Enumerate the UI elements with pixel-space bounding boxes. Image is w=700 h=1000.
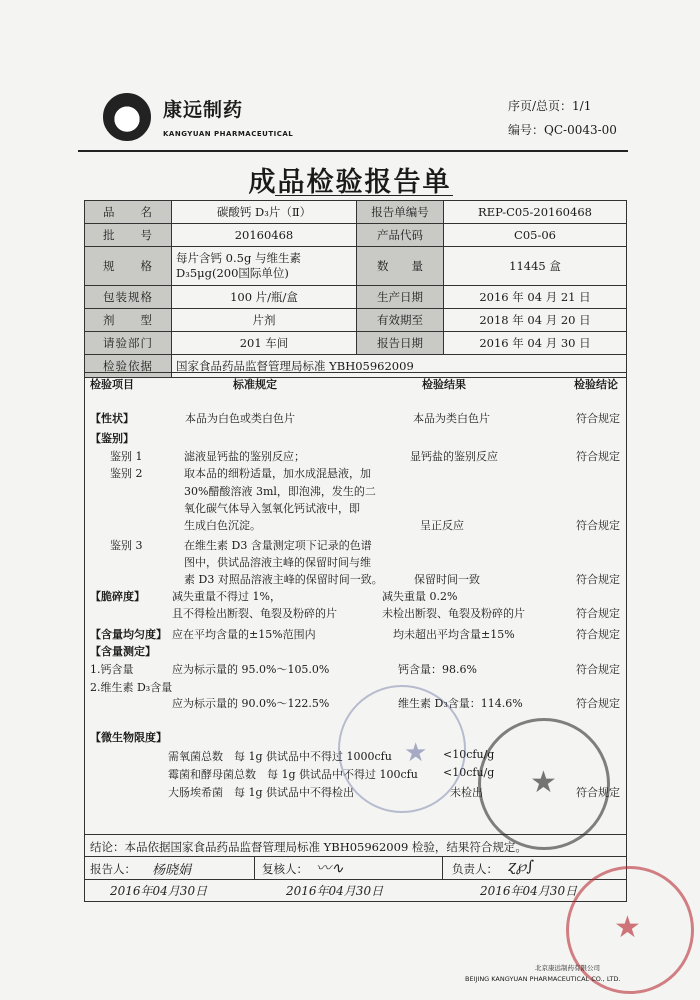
qty-value: 11445 盒 — [444, 247, 627, 286]
test-friability-std-line1: 减失重量不得过 1%， — [172, 590, 281, 603]
reporter-signature: 杨晓娟 — [152, 863, 192, 878]
test-micro-result-3: 未检出 — [450, 786, 483, 799]
test-id2-std-line1: 取本品的细粉适量，加水成混悬液，加 — [184, 467, 371, 480]
page-info: 序页/总页：1/1 — [508, 99, 592, 113]
test-friability-conc: 符合规定 — [576, 607, 620, 620]
responsible-label: 负责人： — [452, 862, 498, 876]
report-no-label: 报告单编号 — [357, 201, 444, 224]
responsible-date: 2016年04月30日 — [480, 884, 578, 898]
report-title: 成品检验报告单 — [248, 167, 452, 198]
code-label: 产品代码 — [357, 224, 444, 247]
mfg-date-value: 2016 年 04 月 21 日 — [444, 286, 627, 309]
test-vitd-name: 2.维生素 D₃含量 — [90, 681, 173, 694]
form-value: 片剂 — [172, 309, 357, 332]
test-id2-name: 鉴别 2 — [110, 467, 143, 480]
test-calcium-std: 应为标示量的 95.0%～105.0% — [172, 663, 330, 676]
test-id3-conc: 符合规定 — [576, 573, 620, 586]
company-seal-star-icon: ★ — [530, 765, 557, 800]
product-label: 品 名 — [85, 201, 172, 224]
test-id1-result: 显钙盐的鉴别反应 — [410, 450, 498, 463]
blue-seal-star-icon: ★ — [404, 738, 428, 768]
test-id2-conc: 符合规定 — [576, 519, 620, 532]
reviewer-date: 2016年04月30日 — [286, 884, 384, 898]
test-calcium-result: 钙含量：98.6% — [398, 663, 477, 676]
test-micro-result-2: <10cfu/g — [443, 766, 495, 779]
test-friability-result-line1: 减失重量 0.2% — [382, 590, 458, 603]
basis-label: 检验依据 — [85, 355, 172, 378]
test-identification-name: 【鉴别】 — [90, 432, 134, 445]
test-id3-name: 鉴别 3 — [110, 539, 143, 552]
test-id3-std-line2: 图中，供试品溶液主峰的保留时间与维 — [184, 556, 371, 569]
test-uniformity-conc: 符合规定 — [576, 628, 620, 641]
mfg-date-label: 生产日期 — [357, 286, 444, 309]
spec-label: 规 格 — [85, 247, 172, 286]
test-micro-std-1: 需氧菌总数 每 1g 供试品中不得过 1000cfu — [168, 750, 392, 763]
footer-company-en: BEIJING KANGYUAN PHARMACEUTICAL CO., LTD. — [465, 975, 621, 983]
col-header-conclusion: 检验结论 — [574, 378, 618, 391]
col-header-result: 检验结果 — [422, 378, 466, 391]
reviewer-signature: 〰∿ — [316, 859, 344, 877]
test-micro-std-3: 大肠埃希菌 每 1g 供试品中不得检出 — [168, 786, 355, 799]
test-id1-conc: 符合规定 — [576, 450, 620, 463]
test-id3-std-line3: 素 D3 对照品溶液主峰的保留时间一致。 — [184, 573, 383, 586]
test-character-std: 本品为白色或类白色片 — [185, 412, 295, 425]
report-date-value: 2016 年 04 月 30 日 — [444, 332, 627, 355]
test-friability-std-line2: 且不得检出断裂、龟裂及粉碎的片 — [172, 607, 337, 620]
test-character-result: 本品为类白色片 — [413, 412, 490, 425]
test-micro-result-1: <10cfu/g — [443, 748, 495, 761]
test-id3-std-line1: 在维生素 D3 含量测定项下记录的色谱 — [184, 539, 372, 552]
test-vitd-std: 应为标示量的 90.0%～122.5% — [172, 697, 330, 710]
blue-quality-seal — [338, 685, 466, 813]
expiry-value: 2018 年 04 月 20 日 — [444, 309, 627, 332]
conclusion-text: 结论：本品依据国家食品药品监督管理局标准 YBH05962009 检验，结果符合规定。 — [90, 840, 527, 854]
code-value: C05-06 — [444, 224, 627, 247]
test-id2-std-line4: 生成白色沉淀。 — [184, 519, 261, 532]
col-header-standard: 标准规定 — [233, 378, 277, 391]
report-date-label: 报告日期 — [357, 332, 444, 355]
batch-label: 批 号 — [85, 224, 172, 247]
test-id3-result: 保留时间一致 — [414, 573, 480, 586]
pack-label: 包装规格 — [85, 286, 172, 309]
report-no-value: REP-C05-20160468 — [444, 201, 627, 224]
responsible-signature: ɀ℘∫ — [508, 857, 535, 875]
test-id1-name: 鉴别 1 — [110, 450, 143, 463]
document-code: 编号：QC-0043-00 — [508, 123, 617, 137]
dept-value: 201 车间 — [172, 332, 357, 355]
signature-col-divider-2 — [442, 856, 443, 879]
test-character-name: 【性状】 — [90, 412, 134, 425]
test-id2-result: 呈正反应 — [420, 519, 464, 532]
signature-date-divider — [84, 879, 627, 880]
footer-company-cn: 北京康远制药有限公司 — [535, 964, 600, 972]
expiry-label: 有效期至 — [357, 309, 444, 332]
buyer-seal-star-icon: ★ — [614, 910, 641, 945]
test-micro-std-2: 霉菌和酵母菌总数 每 1g 供试品中不得过 100cfu — [168, 768, 418, 781]
test-calcium-conc: 符合规定 — [576, 663, 620, 676]
qty-label: 数 量 — [357, 247, 444, 286]
test-id2-std-line2: 30%醋酸溶液 3ml，即泡沸，发生的二 — [184, 485, 376, 498]
basis-value: 国家食品药品监督管理局标准 YBH05962009 — [172, 355, 627, 378]
header-divider — [78, 150, 628, 152]
spec-value: 每片含钙 0.5g 与维生素 D₃5μg(200国际单位) — [172, 247, 357, 286]
reporter-date: 2016年04月30日 — [110, 884, 208, 898]
test-id2-std-line3: 氧化碳气体导入氢氧化钙试液中，即 — [184, 502, 360, 515]
signature-divider — [84, 856, 627, 857]
test-calcium-name: 1.钙含量 — [90, 663, 134, 676]
form-label: 剂 型 — [85, 309, 172, 332]
test-friability-name: 【脆碎度】 — [90, 590, 145, 603]
reporter-label: 报告人： — [90, 862, 136, 876]
test-vitd-result: 维生素 D₃含量：114.6% — [398, 697, 523, 710]
brand-name-cn: 康远制药 — [163, 99, 244, 121]
pack-value: 100 片/瓶/盒 — [172, 286, 357, 309]
test-friability-result-line2: 未检出断裂、龟裂及粉碎的片 — [382, 607, 525, 620]
product-info-table — [84, 200, 627, 378]
test-character-conc: 符合规定 — [576, 412, 620, 425]
test-micro-conc: 符合规定 — [576, 786, 620, 799]
dept-label: 请验部门 — [85, 332, 172, 355]
test-uniformity-result: 均未超出平均含量±15% — [393, 628, 515, 641]
test-micro-name: 【微生物限度】 — [90, 731, 167, 744]
reviewer-label: 复核人： — [262, 862, 308, 876]
col-header-item: 检验项目 — [90, 378, 134, 391]
test-id1-std: 滤液显钙盐的鉴别反应； — [184, 450, 305, 463]
product-value: 碳酸钙 D₃片（Ⅱ） — [172, 201, 357, 224]
test-uniformity-name: 【含量均匀度】 — [90, 628, 167, 641]
brand-name-en: KANGYUAN PHARMACEUTICAL — [163, 130, 294, 138]
company-logo — [103, 93, 151, 141]
signature-col-divider-1 — [254, 856, 255, 879]
test-uniformity-std: 应在平均含量的±15%范围内 — [172, 628, 316, 641]
test-vitd-conc: 符合规定 — [576, 697, 620, 710]
title-underline — [275, 195, 453, 196]
batch-value: 20160468 — [172, 224, 357, 247]
test-assay-name: 【含量测定】 — [90, 645, 156, 658]
